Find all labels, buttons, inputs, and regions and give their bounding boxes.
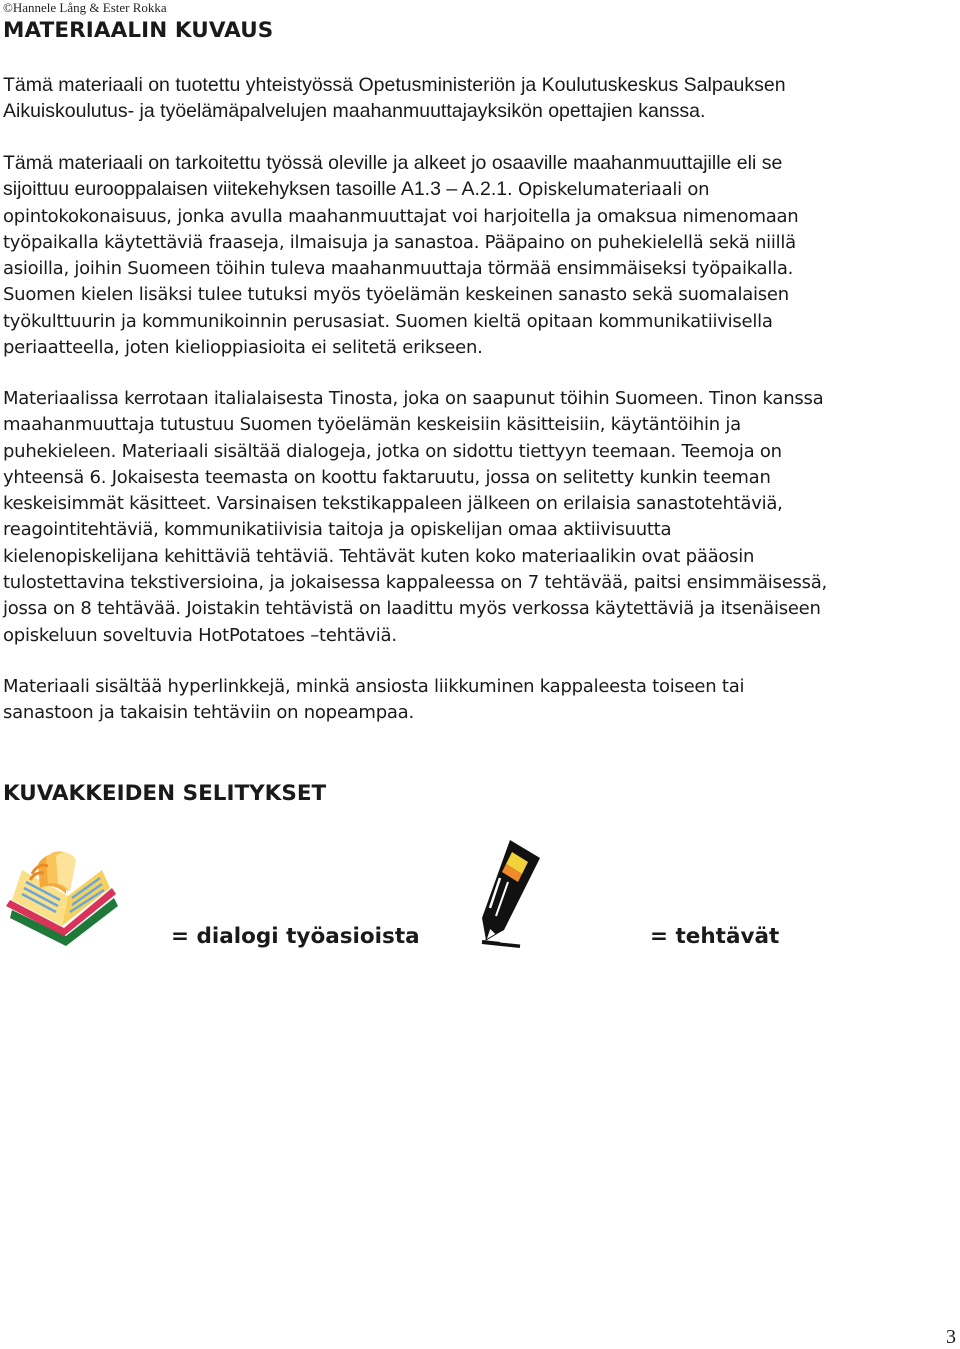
purpose-paragraph (3, 150, 960, 361)
text-line: tulostettavina tekstiversioina, ja jokaisessa kappaleessa on 7 tehtävää, paitsi ensimmäisessä, (3, 572, 828, 594)
text-line: Aikuiskoulutus- ja työelämäpalvelujen maahanmuuttajayksikön opettajien kanssa. (3, 100, 706, 122)
text-line: reagointitehtäviä, kommunikatiivisia taitoja ja opiskelijan omaa aktiivisuutta (3, 519, 672, 541)
text-line: yhteensä 6. Jokaisesta teemasta on koottu faktaruutu, jossa on selitetty kunkin teeman (3, 466, 771, 488)
text-line: työkulttuurin ja kommunikoinnin perusasiat. Suomen kieltä opitaan kommunikatiivisella (3, 310, 773, 332)
legend-task-label: = tehtävät (650, 924, 780, 949)
text-line: opintokokonaisuus, jonka avulla maahanmuuttajat voi harjoitella ja omaksua nimenomaan (3, 205, 799, 227)
intro-paragraph (3, 72, 960, 124)
text-line: opiskeluun soveltuvia HotPotatoes –tehtäviä. (3, 624, 397, 646)
text-line: Materiaalissa kerrotaan italialaisesta Tinosta, joka on saapunut töihin Suomeen. Tinon kanssa (3, 388, 824, 409)
text-line: keskeisimmät käsitteet. Varsinaisen tekstikappaleen jälkeen on erilaisia sanastotehtäviä, (3, 493, 783, 515)
text-line: työpaikalla käytettäviä fraaseja, ilmaisuja ja sanastoa. Pääpaino on puhekielellä sekä niillä (3, 231, 796, 253)
text-line: Suomen kielen lisäksi tulee tutuksi myös työelämän keskeinen sanasto sekä suomalaisen (3, 284, 789, 306)
page-title: MATERIAALIN KUVAUS (3, 18, 274, 43)
text-line: maahanmuuttaja tutustuu Suomen työelämän keskeisiin käsitteisiin, käytäntöihin ja (3, 414, 741, 436)
text-line: sanastoon ja takaisin tehtäviin on nopeampaa. (3, 702, 414, 724)
legend-dialog-label: = dialogi työasioista (171, 924, 420, 949)
copyright-line: ©Hannele Lång & Ester Rokka (3, 0, 167, 15)
section-title: KUVAKKEIDEN SELITYKSET (3, 781, 327, 806)
text-segment: sijoittuu eurooppalaisen viitekehyksen tasoille A1.3 – A.2.1. (3, 178, 513, 201)
text-line: puhekieleen. Materiaali sisältää dialogeja, jotka on sidottu tiettyyn teemaan. Teemoja on (3, 440, 782, 462)
content-paragraph (3, 386, 960, 649)
text-segment: Opiskelumateriaali on (512, 179, 710, 201)
text-line: asioilla, joihin Suomeen töihin tuleva maahanmuuttaja törmää ensimmäiseksi työpaikalla. (3, 258, 794, 280)
text-line: Tämä materiaali on tarkoitettu työssä oleville ja alkeet jo osaaville maahanmuuttajille eli se (3, 152, 783, 174)
pen-icon (476, 838, 542, 950)
text-line: periaatteella, joten kielioppiasioita ei selitetä erikseen. (3, 337, 483, 359)
open-book-icon (2, 848, 120, 948)
page-number: 3 (946, 1326, 956, 1348)
text-line: Tämä materiaali on tuotettu yhteistyössä Opetusministeriön ja Koulutuskeskus Salpauksen (3, 74, 786, 96)
text-line: kielenopiskelijana kehittäviä tehtäviä. Tehtävät kuten koko materiaalikin ovat pääosin (3, 545, 755, 567)
text-line (3, 176, 960, 203)
text-line: jossa on 8 tehtävää. Joistakin tehtävistä on laadittu myös verkossa käytettäviä ja itsenäiseen (3, 598, 821, 620)
hyperlink-paragraph (3, 674, 960, 727)
text-line: Materiaali sisältää hyperlinkkejä, minkä ansiosta liikkuminen kappaleesta toiseen tai (3, 676, 745, 697)
